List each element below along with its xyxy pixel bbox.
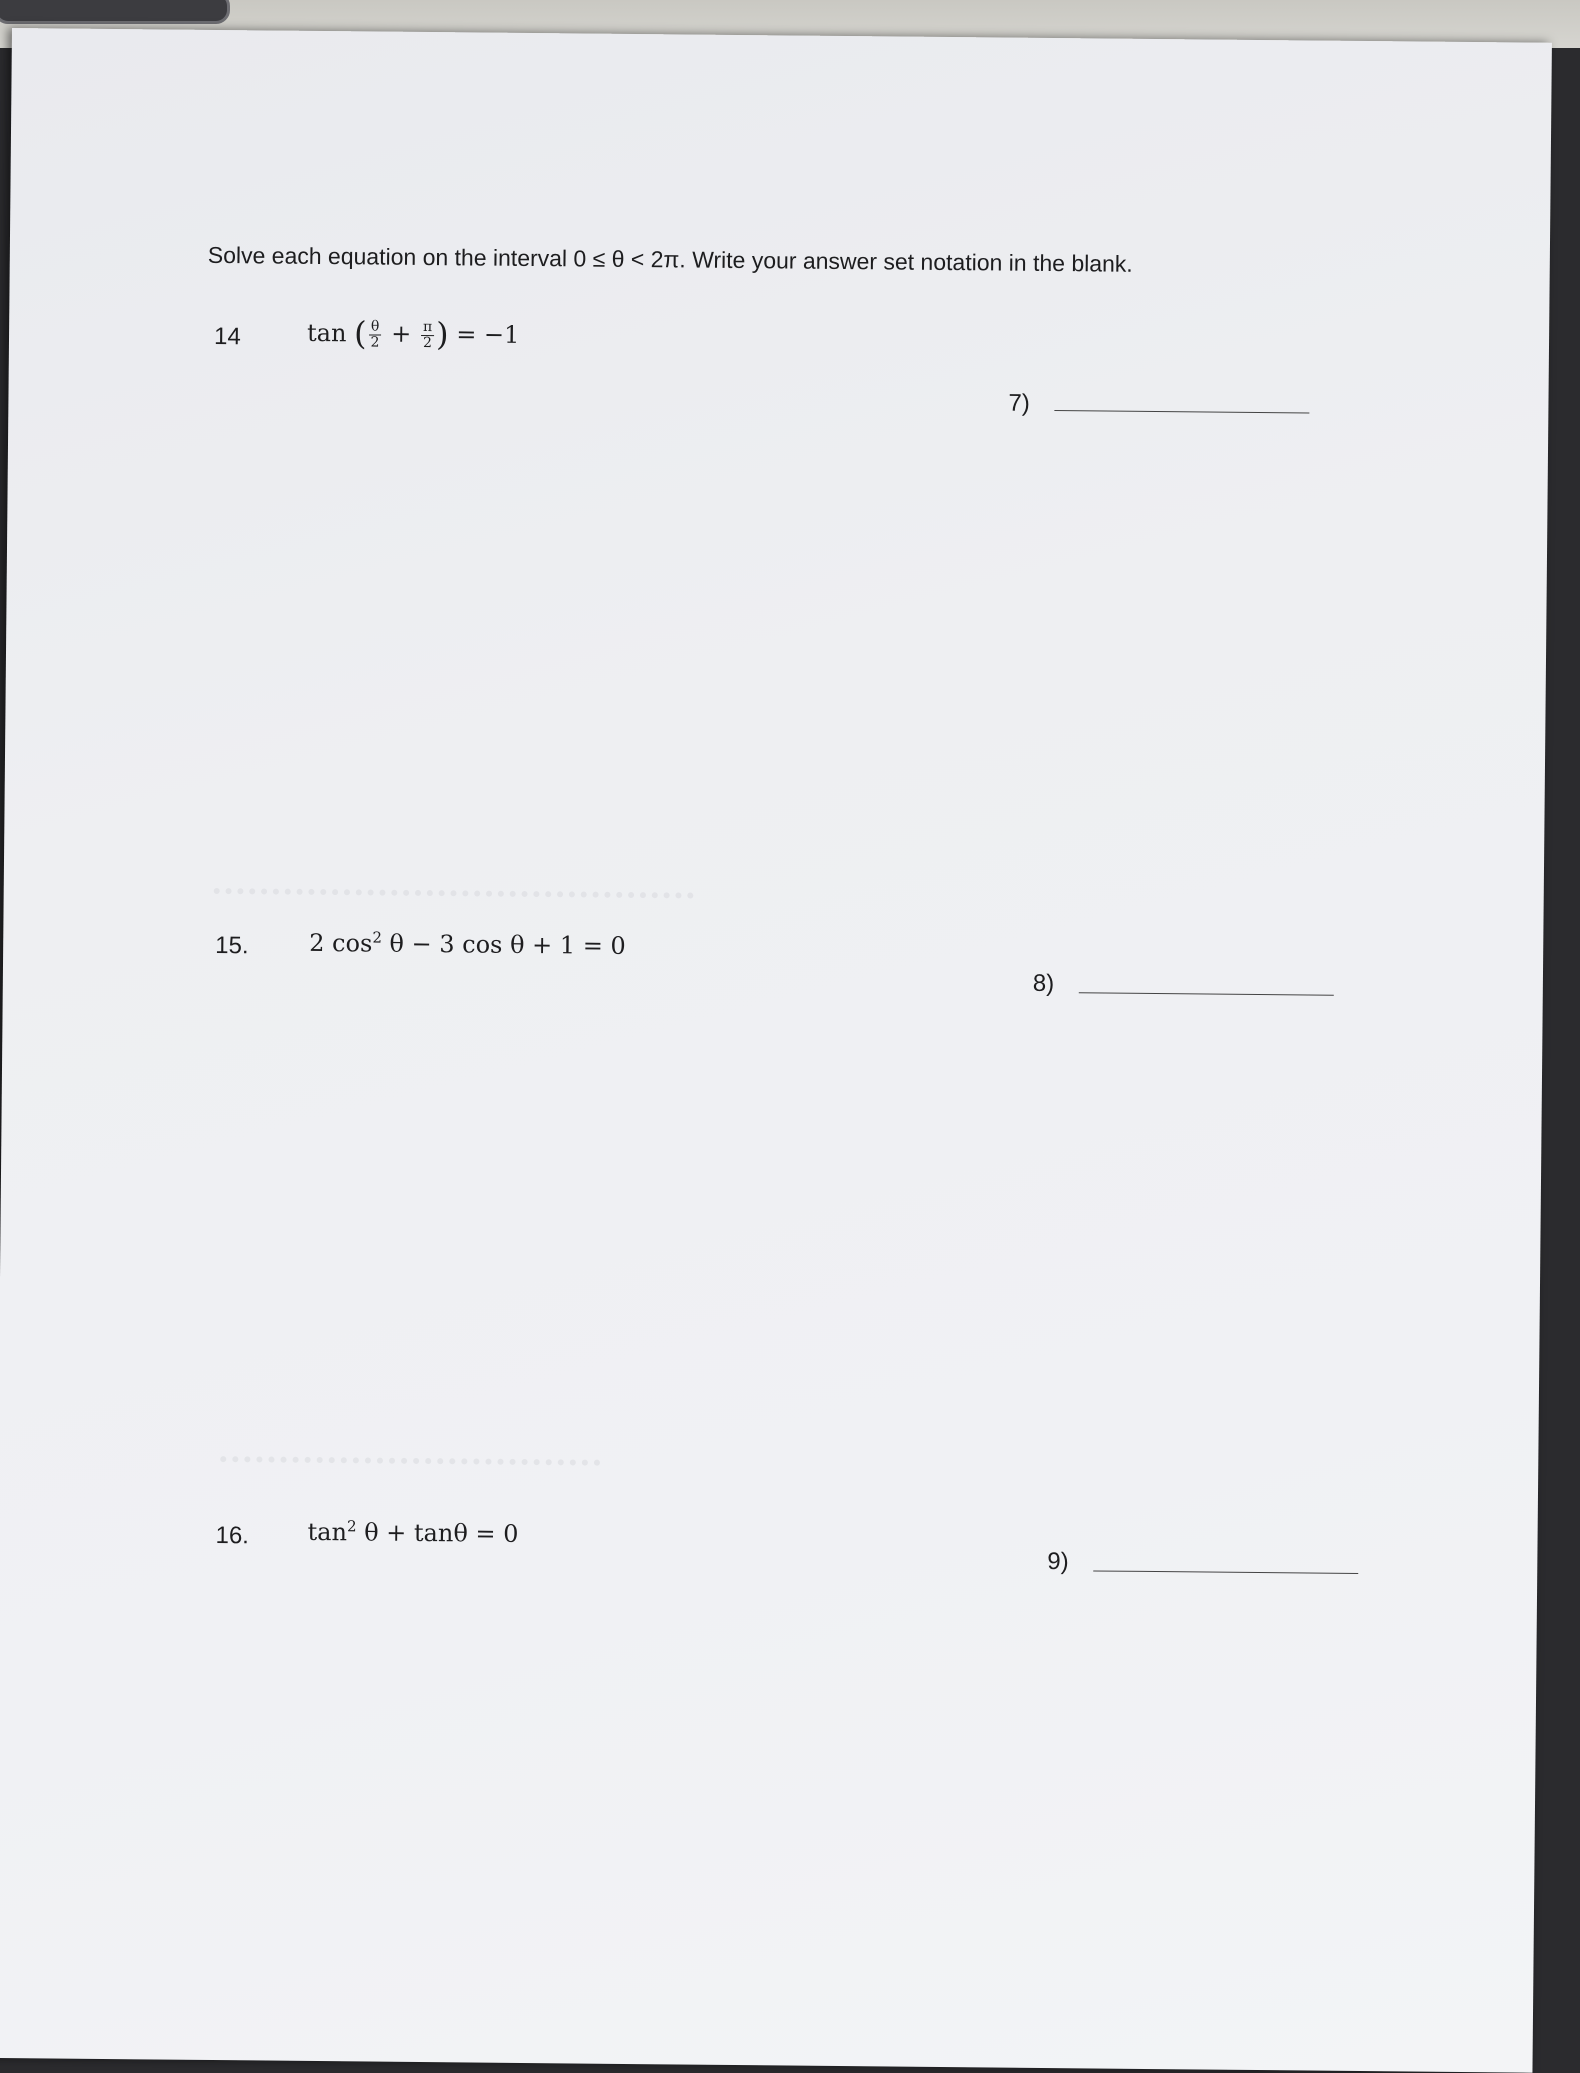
problem-14-number: 14 [213, 322, 241, 351]
problem-16-number: 16. [215, 1522, 250, 1550]
answer-label-7: 7) [1008, 389, 1030, 417]
binder-ring [0, 0, 230, 24]
worksheet-page [0, 28, 1552, 2073]
tan-function: tan [306, 318, 347, 348]
left-paren: ( [353, 314, 367, 353]
answer-blank-9[interactable] [1093, 1570, 1358, 1574]
fraction-pi-over-2: $\frac{\pi}{2}$ [422, 318, 433, 352]
fraction-theta-over-2: $\frac{\theta}{2}$ [368, 319, 381, 350]
answer-label-9: 9) [1047, 1548, 1069, 1576]
plus-sign: + [391, 319, 412, 348]
answer-blank-8[interactable] [1079, 992, 1334, 995]
bleed-through-mark [220, 1456, 600, 1486]
bleed-through-mark [214, 888, 694, 919]
instructions: Solve each equation on the interval 0 ≤ θ < 2π. Write your answer set notation in the blank. [207, 241, 1133, 277]
equation-rhs: = −1 [456, 320, 520, 349]
problem-15-number: 15. [215, 931, 249, 960]
problem-15-equation: 2 $\cos^2 \theta - 3$ cos θ + 1 = 0 [309, 928, 626, 960]
problem-16-equation: $\tan^2 \theta + \tan\theta = 0$ [307, 1517, 519, 1548]
answer-blank-7[interactable] [1054, 410, 1309, 413]
right-paren: ) [435, 315, 449, 354]
problem-14-equation [307, 314, 520, 354]
answer-label-8: 8) [1032, 969, 1055, 998]
